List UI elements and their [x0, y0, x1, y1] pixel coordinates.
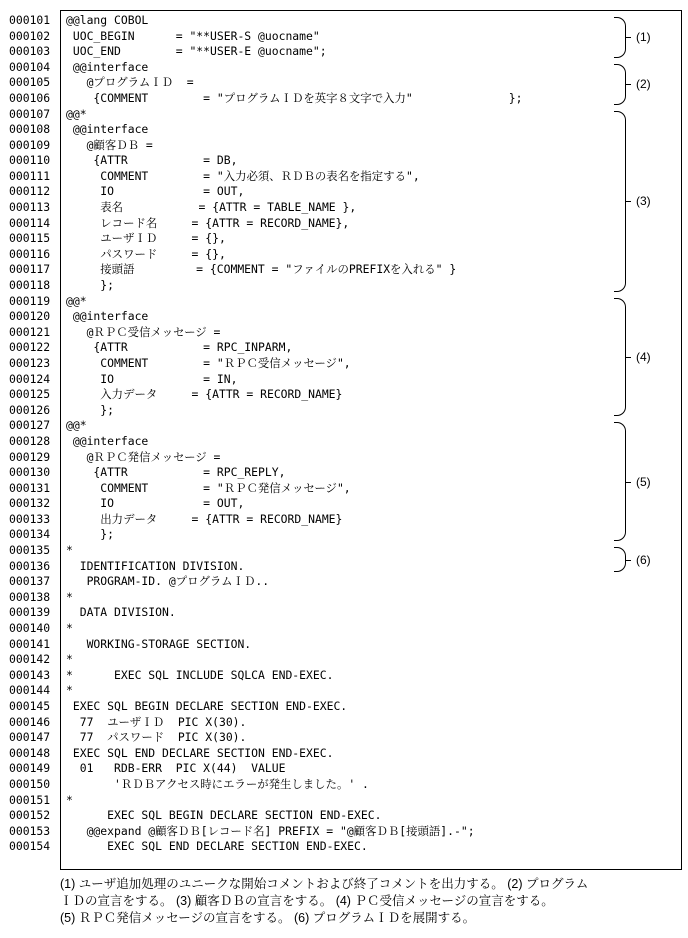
line-number: 000115	[9, 231, 51, 246]
line-number: 000102	[9, 28, 51, 43]
code-line: {ATTR = RPC_INPARM,	[66, 340, 293, 355]
code-line: @ＲＰＣ受信メッセージ =	[66, 324, 221, 339]
code-line: DATA DIVISION.	[66, 605, 176, 620]
code-line: @プログラムＩＤ =	[66, 75, 194, 90]
caption-line: (1) ユーザ追加処理のユニークな開始コメントおよび終了コメントを出力する。 (2) プログラム	[60, 877, 589, 891]
line-number: 000137	[9, 574, 51, 589]
code-line: UOC_BEGIN = "**USER-S @uocname"	[66, 28, 320, 43]
code-line: EXEC SQL END DECLARE SECTION END-EXEC.	[66, 745, 334, 760]
code-line: *	[66, 621, 73, 635]
brace-1	[614, 17, 626, 58]
line-number: 000147	[9, 730, 51, 745]
line-number: 000109	[9, 137, 51, 152]
line-number: 000121	[9, 324, 51, 339]
code-line: @@*	[66, 293, 87, 308]
line-number: 000116	[9, 246, 51, 261]
code-line: 出力データ = {ATTR = RECORD_NAME}	[66, 511, 343, 526]
code-line: *	[66, 543, 73, 558]
line-number: 000113	[9, 200, 51, 215]
brace-label: (4)	[636, 349, 651, 364]
brace-label: (5)	[636, 474, 651, 489]
code-line: COMMENT = "ＲＰＣ発信メッセージ",	[66, 480, 351, 495]
code-line: };	[66, 527, 115, 542]
brace-2	[614, 64, 626, 105]
line-number: 000124	[9, 371, 51, 386]
caption-line: (5) ＲＰＣ発信メッセージの宣言をする。 (6) プログラムＩＤを展開する。	[60, 911, 476, 925]
code-line: *	[66, 792, 73, 807]
line-number: 000127	[9, 418, 51, 433]
line-number: 000122	[9, 340, 51, 355]
brace-label: (1)	[636, 30, 651, 45]
code-line: };	[66, 402, 115, 417]
line-number: 000103	[9, 44, 51, 59]
code-line: 77 ユーザＩＤ PIC X(30).	[66, 714, 247, 729]
line-number: 000148	[9, 745, 51, 760]
code-line: IDENTIFICATION DIVISION.	[66, 558, 245, 573]
line-number: 000134	[9, 527, 51, 542]
line-number: 000106	[9, 90, 51, 105]
line-number: 000150	[9, 776, 51, 791]
code-line: COMMENT = "入力必須、ＲＤＢの表名を指定する",	[66, 168, 420, 183]
code-line: IO = OUT,	[66, 496, 245, 511]
line-number: 000143	[9, 667, 51, 682]
code-line: @@expand @顧客ＤＢ[レコード名] PREFIX = "@顧客ＤＢ[接頭語].-";	[66, 823, 475, 838]
code-line: @@interface	[66, 122, 149, 137]
code-line: {ATTR = RPC_REPLY,	[66, 465, 286, 480]
line-number: 000105	[9, 75, 51, 90]
code-line: };	[66, 278, 115, 293]
line-number: 000154	[9, 839, 51, 854]
line-number: 000146	[9, 714, 51, 729]
code-line: 接頭語 = {COMMENT = "ファイルのPREFIXを入れる" }	[66, 262, 457, 277]
code-line: @@interface	[66, 309, 149, 324]
brace-label: (6)	[636, 552, 651, 567]
line-number: 000152	[9, 808, 51, 823]
line-number: 000131	[9, 480, 51, 495]
line-number: 000120	[9, 309, 51, 324]
code-line: ユーザＩＤ = {},	[66, 231, 226, 246]
code-line: EXEC SQL BEGIN DECLARE SECTION END-EXEC.	[66, 698, 348, 713]
line-number: 000114	[9, 215, 51, 230]
line-number: 000132	[9, 496, 51, 511]
line-number: 000138	[9, 589, 51, 604]
code-line: @@interface	[66, 59, 149, 74]
line-number: 000107	[9, 106, 51, 121]
line-number: 000144	[9, 683, 51, 698]
caption-line: ＩＤの宣言をする。 (3) 顧客ＤＢの宣言をする。 (4) ＰＣ受信メッセージの宣言をする。	[60, 894, 554, 908]
line-number: 000133	[9, 511, 51, 526]
line-number: 000153	[9, 823, 51, 838]
code-line: 表名 = {ATTR = TABLE_NAME },	[66, 200, 357, 215]
code-line: @@lang COBOL	[66, 13, 149, 27]
line-number: 000136	[9, 558, 51, 573]
code-line: {ATTR = DB,	[66, 153, 238, 168]
brace-3	[614, 111, 626, 292]
line-number: 000130	[9, 465, 51, 480]
brace-5	[614, 422, 626, 541]
brace-4	[614, 298, 626, 417]
line-number: 000101	[9, 13, 51, 27]
code-line: レコード名 = {ATTR = RECORD_NAME},	[66, 215, 350, 230]
line-number: 000142	[9, 652, 51, 667]
line-number: 000104	[9, 59, 51, 74]
line-number: 000140	[9, 621, 51, 635]
line-number: 000111	[9, 168, 51, 183]
code-line: @@interface	[66, 433, 149, 448]
code-line: COMMENT = "ＲＰＣ受信メッセージ",	[66, 355, 351, 370]
brace-label: (2)	[636, 77, 651, 92]
code-line: @@*	[66, 418, 87, 433]
line-number: 000139	[9, 605, 51, 620]
code-line: * EXEC SQL INCLUDE SQLCA END-EXEC.	[66, 667, 334, 682]
line-number: 000112	[9, 184, 51, 199]
line-number: 000126	[9, 402, 51, 417]
code-line: {COMMENT = "プログラムＩＤを英字８文字で入力" };	[66, 90, 523, 105]
code-line: UOC_END = "**USER-E @uocname";	[66, 44, 327, 59]
code-line: PROGRAM-ID. @プログラムＩＤ..	[66, 574, 270, 589]
code-line: WORKING-STORAGE SECTION.	[66, 636, 252, 651]
code-line: EXEC SQL BEGIN DECLARE SECTION END-EXEC.	[66, 808, 382, 823]
line-number: 000118	[9, 278, 51, 293]
code-line: 'ＲＤＢアクセス時にエラーが発生しました。' .	[66, 776, 369, 791]
line-number: 000145	[9, 698, 51, 713]
code-line: 01 RDB-ERR PIC X(44) VALUE	[66, 761, 286, 776]
brace-label: (3)	[636, 194, 651, 209]
line-number: 000108	[9, 122, 51, 137]
code-line: @顧客ＤＢ =	[66, 137, 153, 152]
line-number: 000151	[9, 792, 51, 807]
line-number: 000117	[9, 262, 51, 277]
code-line: *	[66, 652, 73, 667]
code-line: EXEC SQL END DECLARE SECTION END-EXEC.	[66, 839, 368, 854]
line-number: 000119	[9, 293, 51, 308]
code-line: 77 パスワード PIC X(30).	[66, 730, 247, 745]
code-line: *	[66, 589, 73, 604]
code-line: IO = OUT,	[66, 184, 245, 199]
code-line: *	[66, 683, 73, 698]
code-line: IO = IN,	[66, 371, 238, 386]
code-line: @ＲＰＣ発信メッセージ =	[66, 449, 221, 464]
line-number: 000129	[9, 449, 51, 464]
line-number: 000128	[9, 433, 51, 448]
code-line: @@*	[66, 106, 87, 121]
line-number: 000110	[9, 153, 51, 168]
line-number: 000125	[9, 387, 51, 402]
line-number: 000135	[9, 543, 51, 558]
line-number: 000149	[9, 761, 51, 776]
code-line: パスワード = {},	[66, 246, 226, 261]
line-number: 000123	[9, 355, 51, 370]
code-line: 入力データ = {ATTR = RECORD_NAME}	[66, 387, 343, 402]
line-number: 000141	[9, 636, 51, 651]
